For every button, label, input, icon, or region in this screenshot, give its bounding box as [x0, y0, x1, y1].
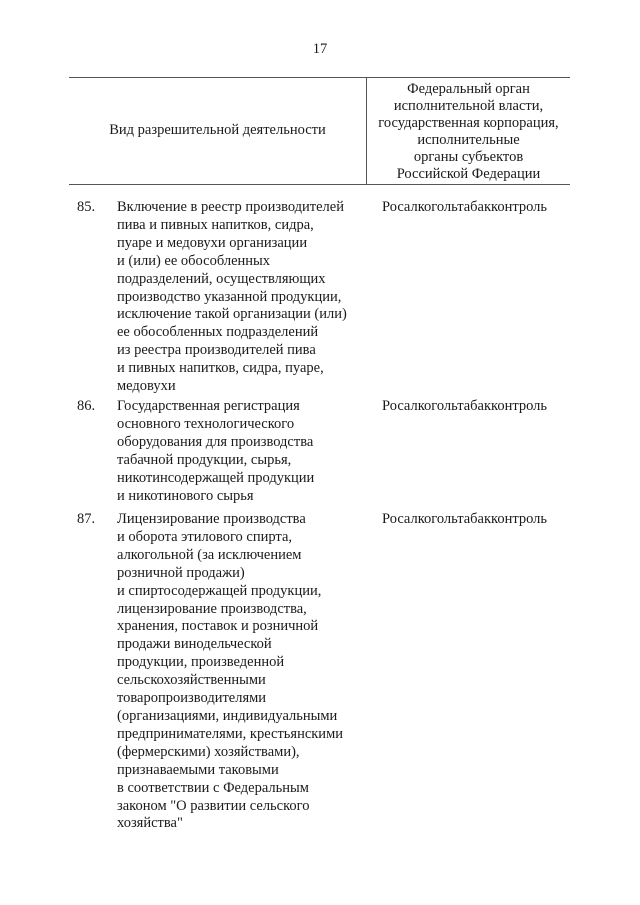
text-line: исключение такой организации (или): [117, 306, 347, 323]
text-line: продукции, произведенной: [117, 654, 285, 671]
table-top-rule: [69, 77, 570, 78]
text-line: основного технологического: [117, 415, 295, 432]
text-line: в соответствии с Федеральным: [117, 779, 309, 796]
text-line: хозяйства": [117, 815, 183, 832]
header-authority-column: [367, 81, 570, 183]
text-line: и никотинового сырья: [117, 487, 254, 504]
header-authority-line: органы субъектов: [413, 149, 524, 165]
header-bottom-rule: [69, 184, 570, 185]
row-number: 86.: [77, 398, 96, 414]
text-line: пуаре и медовухи организации: [117, 234, 308, 251]
text-line: законом "О развитии сельского: [117, 797, 310, 814]
header-authority-line: исполнительной власти,: [393, 98, 544, 114]
text-line: табачной продукции, сырья,: [117, 451, 292, 468]
text-line: товаропроизводителями: [117, 690, 267, 707]
header-authority-line: Российской Федерации: [396, 166, 541, 182]
text-line: никотинсодержащей продукции: [117, 469, 315, 486]
text-line: медовухи: [117, 378, 176, 395]
text-line: (организациями, индивидуальными: [117, 707, 338, 724]
text-line: оборудования для производства: [117, 433, 314, 450]
header-authority-line: исполнительные: [417, 132, 520, 148]
text-line: Включение в реестр производителей: [117, 199, 344, 215]
text-line: и спиртосодержащей продукции,: [117, 582, 322, 599]
text-line: и оборота этилового спирта,: [117, 528, 292, 545]
text-line: предпринимателями, крестьянскими: [117, 725, 344, 742]
header-authority-line: государственная корпорация,: [378, 115, 559, 131]
text-line: розничной продажи): [117, 564, 245, 581]
row-activity-text: [117, 398, 367, 505]
header-authority-line: Федеральный орган: [407, 81, 530, 97]
row-number: 85.: [77, 199, 96, 215]
header-activity-column: Вид разрешительной деятельности: [109, 122, 326, 138]
text-line: лицензирование производства,: [117, 600, 307, 617]
text-line: пива и пивных напитков, сидра,: [117, 216, 314, 233]
row-activity-text: [117, 199, 367, 396]
row-authority: Росалкогольтабакконтроль: [382, 511, 548, 527]
text-line: ее обособленных подразделений: [117, 324, 319, 341]
text-line: продажи винодельческой: [117, 636, 272, 653]
text-line: сельскохозяйственными: [117, 672, 266, 689]
row-activity-text: [117, 511, 367, 833]
page-number: 17: [312, 41, 328, 57]
row-number: 87.: [77, 511, 96, 527]
text-line: из реестра производителей пива: [117, 342, 316, 359]
text-line: признаваемыми таковыми: [117, 761, 279, 778]
row-authority: Росалкогольтабакконтроль: [382, 398, 548, 414]
text-line: подразделений, осуществляющих: [117, 270, 326, 287]
text-line: (фермерскими) хозяйствами),: [117, 743, 300, 760]
text-line: и пивных напитков, сидра, пуаре,: [117, 360, 324, 377]
text-line: Государственная регистрация: [117, 398, 300, 414]
row-authority: Росалкогольтабакконтроль: [382, 199, 548, 215]
text-line: алкогольной (за исключением: [117, 546, 302, 563]
text-line: Лицензирование производства: [117, 511, 306, 527]
text-line: хранения, поставок и розничной: [117, 618, 319, 635]
text-line: и (или) ее обособленных: [117, 252, 271, 269]
text-line: производство указанной продукции,: [117, 288, 342, 305]
